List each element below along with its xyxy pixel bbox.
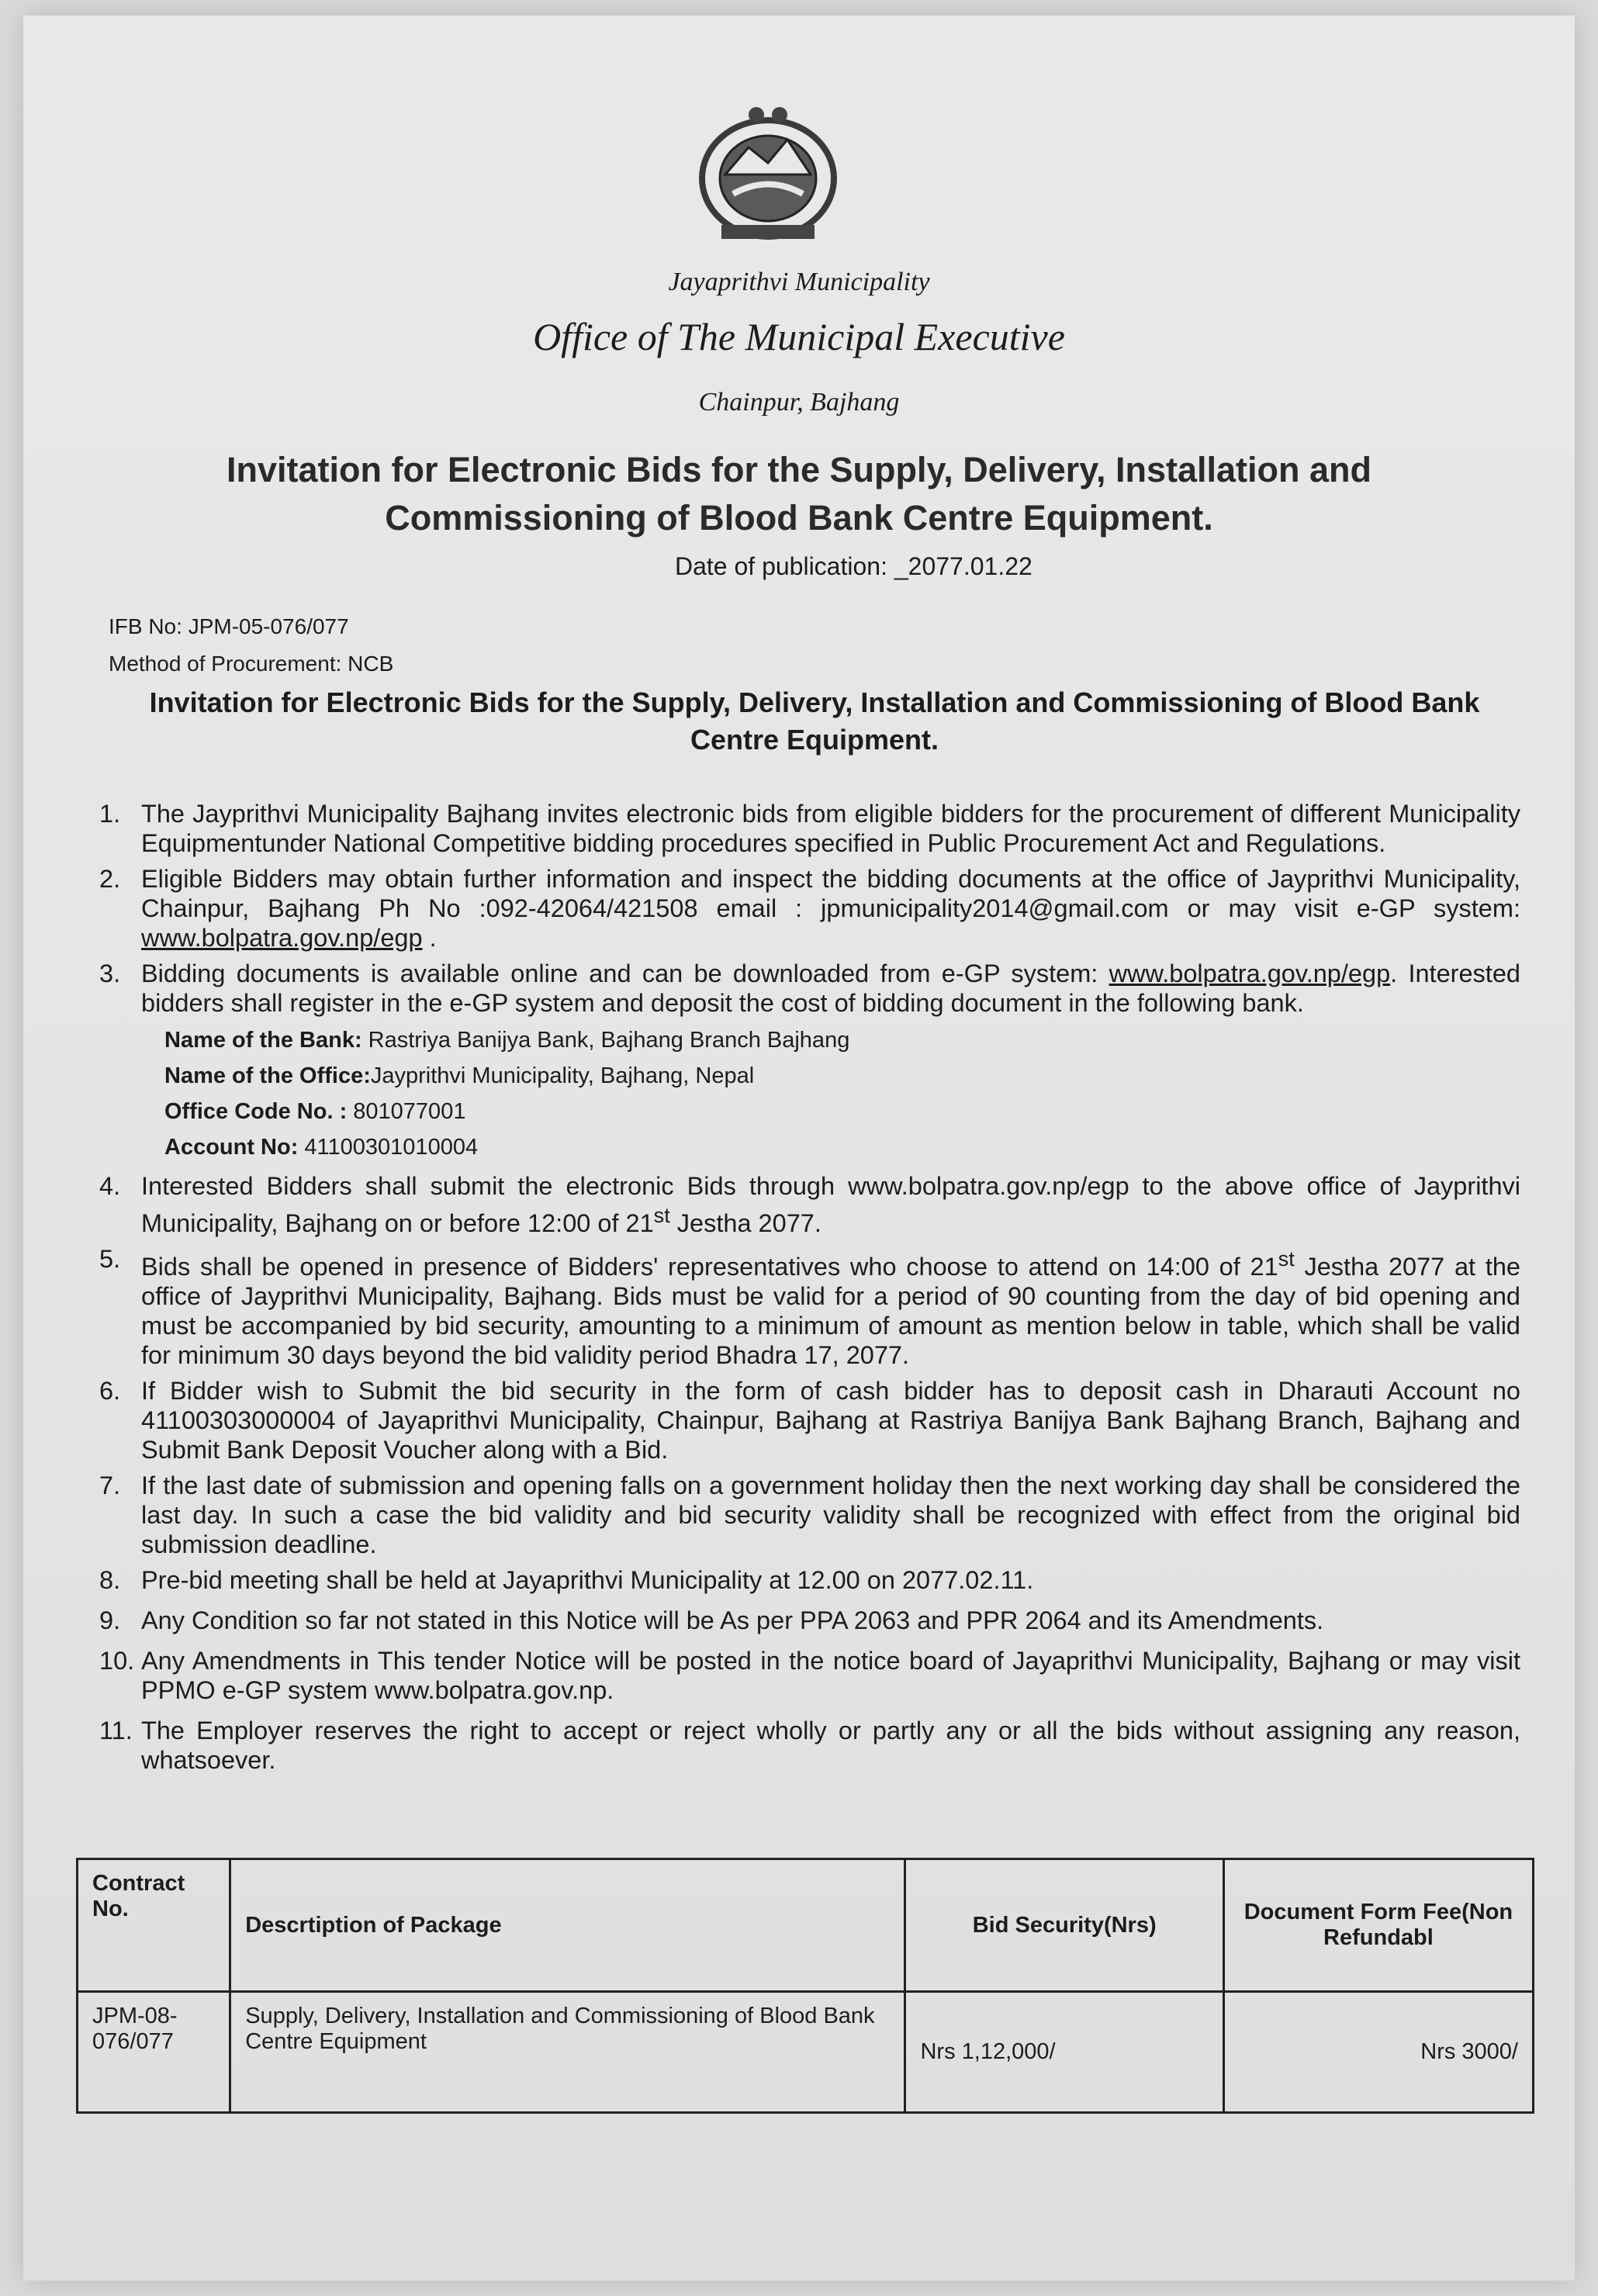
list-item: [85, 799, 1520, 858]
cell-contract-no: JPM-08-076/077: [78, 1992, 230, 2113]
list-item: [85, 1646, 1520, 1705]
notice-title: Invitation for Electronic Bids for the Supply, Delivery, Installation and Commissioning of Blood Bank Centre Equipment.: [226, 450, 1372, 538]
item-text: Bidding documents is available online and can be downloaded from e-GP system:: [141, 960, 1109, 987]
bank-details: [141, 1022, 1520, 1165]
item-number: 11.: [99, 1716, 133, 1744]
col-description: Descrtiption of Package: [230, 1859, 905, 1992]
bank-name-value: Rastriya Banijya Bank, Bajhang Branch Bajhang: [361, 1028, 850, 1053]
item-number: 6.: [99, 1376, 121, 1405]
package-table: [76, 1858, 1534, 2114]
table-row: [78, 1992, 1534, 2113]
item-number: 2.: [99, 865, 121, 893]
item-text: If Bidder wish to Submit the bid security in the form of cash bidder has to deposit cash in Dharauti Account no 41100303000004 of Jayaprithvi Municipality, Chainpur, Bajhang at Rastriya Banijya Bank Bajhang Branch, Bajhang and Submit Bank Deposit Voucher along with a Bid.: [141, 1376, 1520, 1464]
item-number: 4.: [99, 1172, 121, 1200]
list-item: [85, 959, 1520, 1165]
item-text: Jestha 2077 at the office of Jayprithvi Municipality, Bajhang. Bids must be valid for a period of 90 counting from the day of bid opening and must be accompanied by bid security, amounting to a minimum of amount as mention below in table, which shall be valid for minimum 30 days beyond the bid validity period Bhadra 17, 2077.: [141, 1252, 1520, 1369]
col-contract-no: Contract No.: [78, 1859, 230, 1992]
item-number: 7.: [99, 1471, 121, 1499]
office-code-value: 801077001: [347, 1099, 466, 1124]
bank-name-label: Name of the Bank:: [164, 1028, 362, 1053]
office-name-value: Jayprithvi Municipality, Bajhang, Nepal: [370, 1063, 755, 1088]
account-no-value: 41100301010004: [298, 1135, 479, 1160]
ordinal-suffix: st: [1278, 1246, 1295, 1271]
list-item: [85, 864, 1520, 953]
item-text: Bids shall be opened in presence of Bidders' representatives who choose to attend on 14:00 of 21: [141, 1252, 1278, 1281]
ifb-number: IFB No: JPM-05-076/077: [109, 614, 349, 638]
item-text: . Interested bidders shall register in the e-GP system and deposit the cost of bidding document in the following bank.: [141, 960, 1520, 1017]
list-item: [85, 1376, 1520, 1464]
list-item: [85, 1171, 1520, 1238]
ordinal-suffix: st: [653, 1203, 670, 1227]
list-item: [85, 1244, 1520, 1370]
cell-bid-security: Nrs 1,12,000/: [905, 1992, 1223, 2113]
col-document-fee: Document Form Fee(Non Refundabl: [1223, 1859, 1533, 1992]
item-text: Any Condition so far not stated in this Notice will be As per PPA 2063 and PPR 2064 and its Amendments.: [141, 1606, 1324, 1634]
list-item: [85, 1606, 1520, 1635]
notice-subtitle: Invitation for Electronic Bids for the Supply, Delivery, Installation and Commissioning of Blood Bank Centre Equipment.: [149, 686, 1480, 756]
list-item: [85, 1565, 1520, 1595]
item-number: 10.: [99, 1646, 135, 1675]
list-item: [85, 1471, 1520, 1559]
item-text: If the last date of submission and opening falls on a government holiday then the next working day shall be considered the last day. In such a case the bid validity and bid security validity shall be recognized with effect from the original bid submission deadline.: [141, 1471, 1520, 1558]
item-text: Interested Bidders shall submit the electronic Bids through www.bolpatra.gov.np/egp to the above office of Jayprithvi Municipality, Bajhang on or before 12:00 of 21: [141, 1172, 1520, 1237]
account-no-label: Account No:: [164, 1135, 299, 1160]
item-text: The Jayprithvi Municipality Bajhang invites electronic bids from eligible bidders for the procurement of different Municipality Equipmentunder National Competitive bidding procedures specified in Public Procurement Act and Regulations.: [141, 800, 1520, 857]
col-bid-security: Bid Security(Nrs): [905, 1859, 1223, 1992]
item-text: Jestha 2077.: [669, 1209, 821, 1237]
cell-description: Supply, Delivery, Installation and Commissioning of Blood Bank Centre Equipment: [230, 1992, 905, 2113]
item-text: Any Amendments in This tender Notice will be posted in the notice board of Jayaprithvi Municipality, Bajhang or may visit PPMO e-GP system www.bolpatra.gov.np.: [141, 1646, 1520, 1704]
notice-items: [85, 799, 1520, 1781]
item-number: 5.: [99, 1244, 121, 1273]
item-text: Eligible Bidders may obtain further information and inspect the bidding documents at the office of Jayprithvi Municipality, Chainpur, Bajhang Ph No :092-42064/421508 email : jpmunicipality2014@gmail.com or may visit e-GP system:: [141, 865, 1520, 922]
item-text: The Employer reserves the right to accept or reject wholly or partly any or all the bids without assigning any reason, whatsoever.: [141, 1716, 1520, 1774]
office-code-label: Office Code No. :: [164, 1099, 348, 1124]
nepal-emblem-icon: [679, 101, 857, 248]
table-header-row: [78, 1859, 1534, 1992]
municipality-name: Jayaprithvi Municipality: [668, 268, 930, 296]
item-number: 8.: [99, 1565, 121, 1594]
item-number: 9.: [99, 1606, 121, 1634]
egp-link[interactable]: www.bolpatra.gov.np/egp: [1109, 960, 1391, 987]
egp-link[interactable]: www.bolpatra.gov.np/egp: [141, 924, 423, 952]
office-location: Chainpur, Bajhang: [698, 388, 900, 417]
cell-document-fee: Nrs 3000/: [1223, 1992, 1533, 2113]
office-name-label: Name of the Office:: [164, 1063, 371, 1088]
item-number: 1.: [99, 800, 121, 828]
publication-date: Date of publication: _2077.01.22: [675, 552, 1032, 580]
procurement-method: Method of Procurement: NCB: [109, 652, 394, 676]
item-text: .: [422, 924, 437, 952]
item-text: Pre-bid meeting shall be held at Jayaprithvi Municipality at 12.00 on 2077.02.11.: [141, 1565, 1034, 1594]
item-number: 3.: [99, 960, 121, 987]
office-name: Office of The Municipal Executive: [533, 315, 1065, 358]
list-item: [85, 1716, 1520, 1775]
